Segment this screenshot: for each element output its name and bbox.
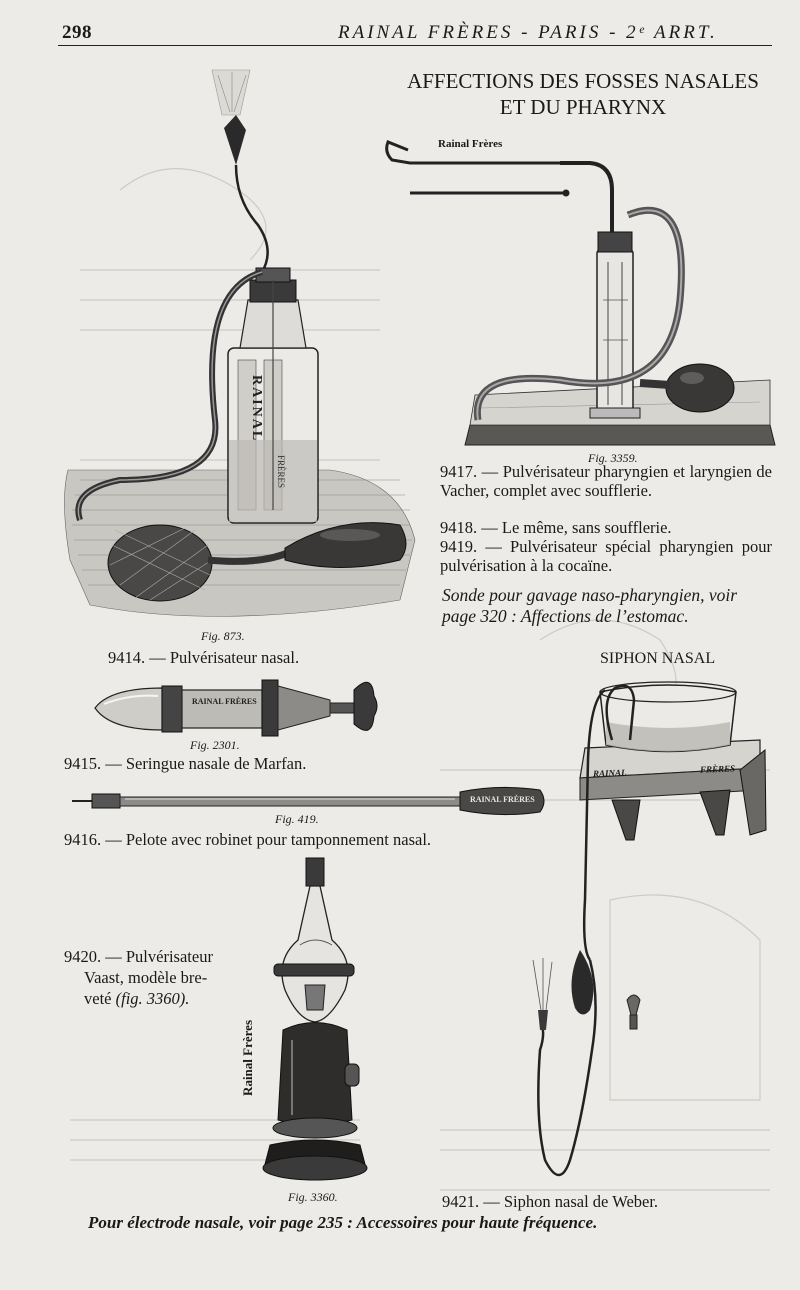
item-9420-fig-ref: (fig. 3360).	[115, 989, 190, 1008]
page-number: 298	[62, 22, 92, 43]
siphon-plate-left: RAINAL	[592, 767, 627, 779]
item-9419: 9419. — Pulvérisateur spécial pharyngien pour pulvérisation à la cocaïne.	[440, 537, 772, 575]
item-9414: 9414. — Pulvérisateur nasal.	[108, 648, 300, 667]
fig-3360-maker-label: Rainal Frères	[240, 1020, 255, 1096]
fig-2301-caption: Fig. 2301.	[190, 738, 240, 752]
siphon-plate-right: FRÈRES	[699, 763, 736, 775]
fig-3359-caption: Fig. 3359.	[588, 451, 638, 465]
running-title: RAINAL FRÈRES - PARIS - 2ᵉ ARRT.	[338, 22, 718, 43]
item-9417: 9417. — Pulvérisateur pharyngien et laryngien de Vacher, complet avec soufflerie.	[440, 462, 772, 500]
fig-3360-caption: Fig. 3360.	[288, 1190, 338, 1204]
fig-873-bottle-label-2: FRÈRES	[276, 455, 286, 489]
siphon-title: SIPHON NASAL	[600, 650, 716, 667]
fig-873-bottle-label: RAINAL	[249, 375, 264, 443]
item-9420-line3-wrap	[64, 988, 213, 1009]
item-9421: 9421. — Siphon nasal de Weber.	[442, 1192, 659, 1211]
fig-3359-maker-label: Rainal Frères	[438, 138, 503, 150]
section-title-line1: AFFECTIONS DES FOSSES NASALES	[407, 69, 759, 93]
fig-873-caption: Fig. 873.	[201, 629, 245, 643]
sonde-note: Sonde pour gavage naso-pharyngien, voir page 320 : Affections de l’estomac.	[442, 585, 738, 626]
item-9416: 9416. — Pelote avec robinet pour tamponnement nasal.	[64, 830, 432, 849]
item-9415: 9415. — Seringue nasale de Marfan.	[64, 754, 307, 773]
item-9418: 9418. — Le même, sans soufflerie.	[440, 518, 672, 537]
item-9420-line3: veté	[84, 989, 112, 1008]
fig-419-stamp: RAINAL FRÈRES	[470, 795, 535, 804]
item-9420-line1: 9420. — Pulvérisateur	[64, 947, 213, 966]
fig-2301-stamp: RAINAL FRÈRES	[192, 697, 257, 706]
fig-419-caption: Fig. 419.	[275, 812, 319, 826]
footer-note: Pour électrode nasale, voir page 235 : Accessoires pour haute fréquence.	[88, 1213, 598, 1232]
section-title-line2: ET DU PHARYNX	[499, 95, 667, 119]
item-9420	[64, 946, 213, 1009]
item-9420-line2: Vaast, modèle bre-	[84, 968, 208, 987]
